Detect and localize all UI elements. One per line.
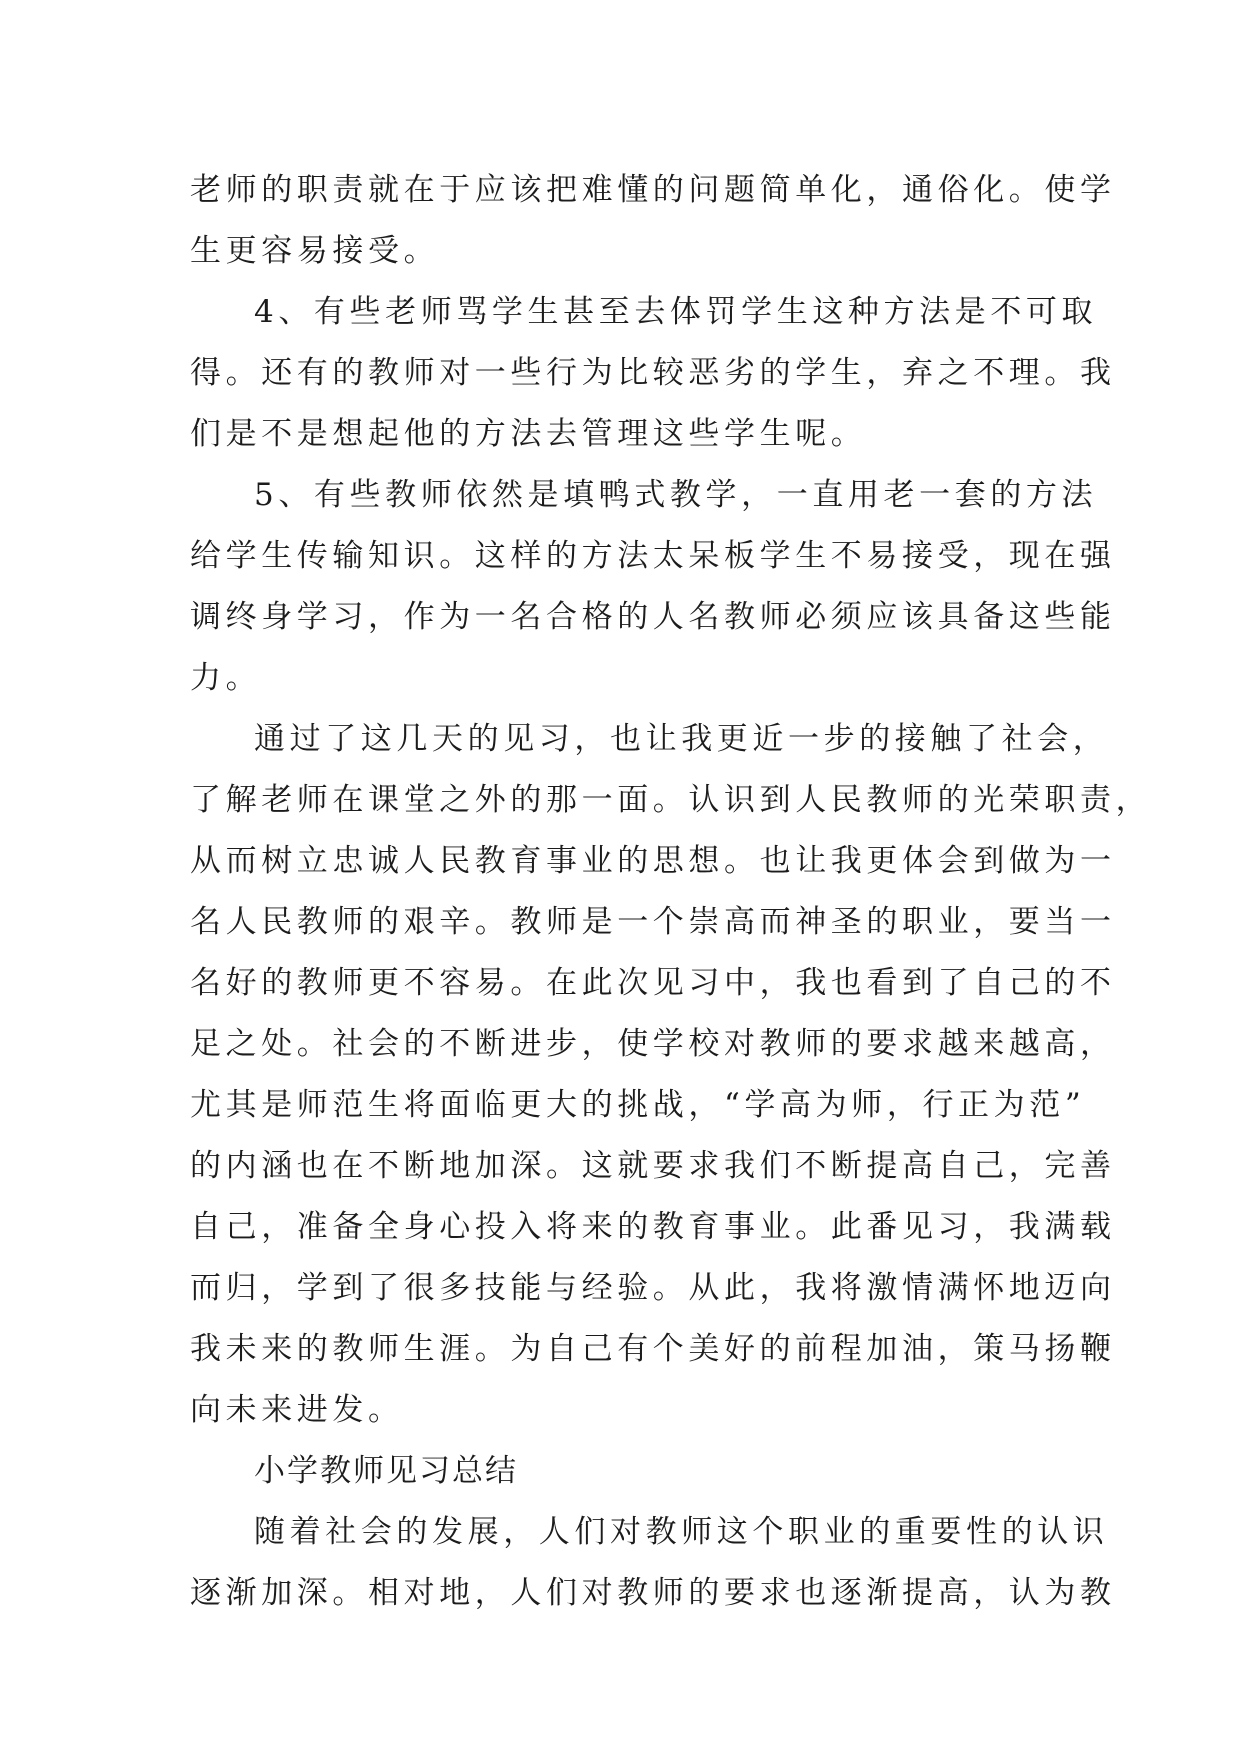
text-line-paragraph-start: 5、有些教师依然是填鸭式教学，一直用老一套的方法 — [254, 477, 1098, 513]
document-body — [190, 160, 1152, 1624]
text-line: 而归，学到了很多技能与经验。从此，我将激情满怀地迈向 — [190, 1270, 1116, 1306]
text-line: 得。还有的教师对一些行为比较恶劣的学生，弃之不理。我 — [190, 355, 1116, 391]
text-line: 力。 — [190, 660, 262, 696]
text-line: 名人民教师的艰辛。教师是一个崇高而神圣的职业，要当一 — [190, 904, 1116, 940]
text-line: 调终身学习，作为一名合格的人名教师必须应该具备这些能 — [190, 599, 1116, 635]
text-line: 生更容易接受。 — [190, 233, 440, 269]
text-line: 尤其是师范生将面临更大的挑战，“学高为师，行正为范” — [190, 1087, 1086, 1123]
text-line: 的内涵也在不断地加深。这就要求我们不断提高自己，完善 — [190, 1148, 1116, 1184]
text-line: 名好的教师更不容易。在此次见习中，我也看到了自己的不 — [190, 965, 1116, 1001]
text-line: 我未来的教师生涯。为自己有个美好的前程加油，策马扬鞭 — [190, 1331, 1116, 1367]
text-line: 足之处。社会的不断进步，使学校对教师的要求越来越高， — [190, 1026, 1116, 1062]
text-line: 给学生传输知识。这样的方法太呆板学生不易接受，现在强 — [190, 538, 1116, 574]
text-line: 逐渐加深。相对地，人们对教师的要求也逐渐提高，认为教 — [190, 1575, 1116, 1611]
text-line-paragraph-start: 通过了这几天的见习，也让我更近一步的接触了社会， — [254, 721, 1109, 757]
section-heading: 小学教师见习总结 — [254, 1453, 518, 1489]
text-line: 们是不是想起他的方法去管理这些学生呢。 — [190, 416, 867, 452]
text-line: 自己，准备全身心投入将来的教育事业。此番见习，我满载 — [190, 1209, 1116, 1245]
text-line: 了解老师在课堂之外的那一面。认识到人民教师的光荣职责， — [190, 782, 1152, 818]
text-line-paragraph-start: 随着社会的发展，人们对教师这个职业的重要性的认识 — [254, 1514, 1109, 1550]
text-line: 老师的职责就在于应该把难懂的问题简单化，通俗化。使学 — [190, 172, 1116, 208]
text-line: 从而树立忠诚人民教育事业的思想。也让我更体会到做为一 — [190, 843, 1116, 879]
text-line: 向未来进发。 — [190, 1392, 404, 1428]
text-line-paragraph-start: 4、有些老师骂学生甚至去体罚学生这种方法是不可取 — [254, 294, 1098, 330]
